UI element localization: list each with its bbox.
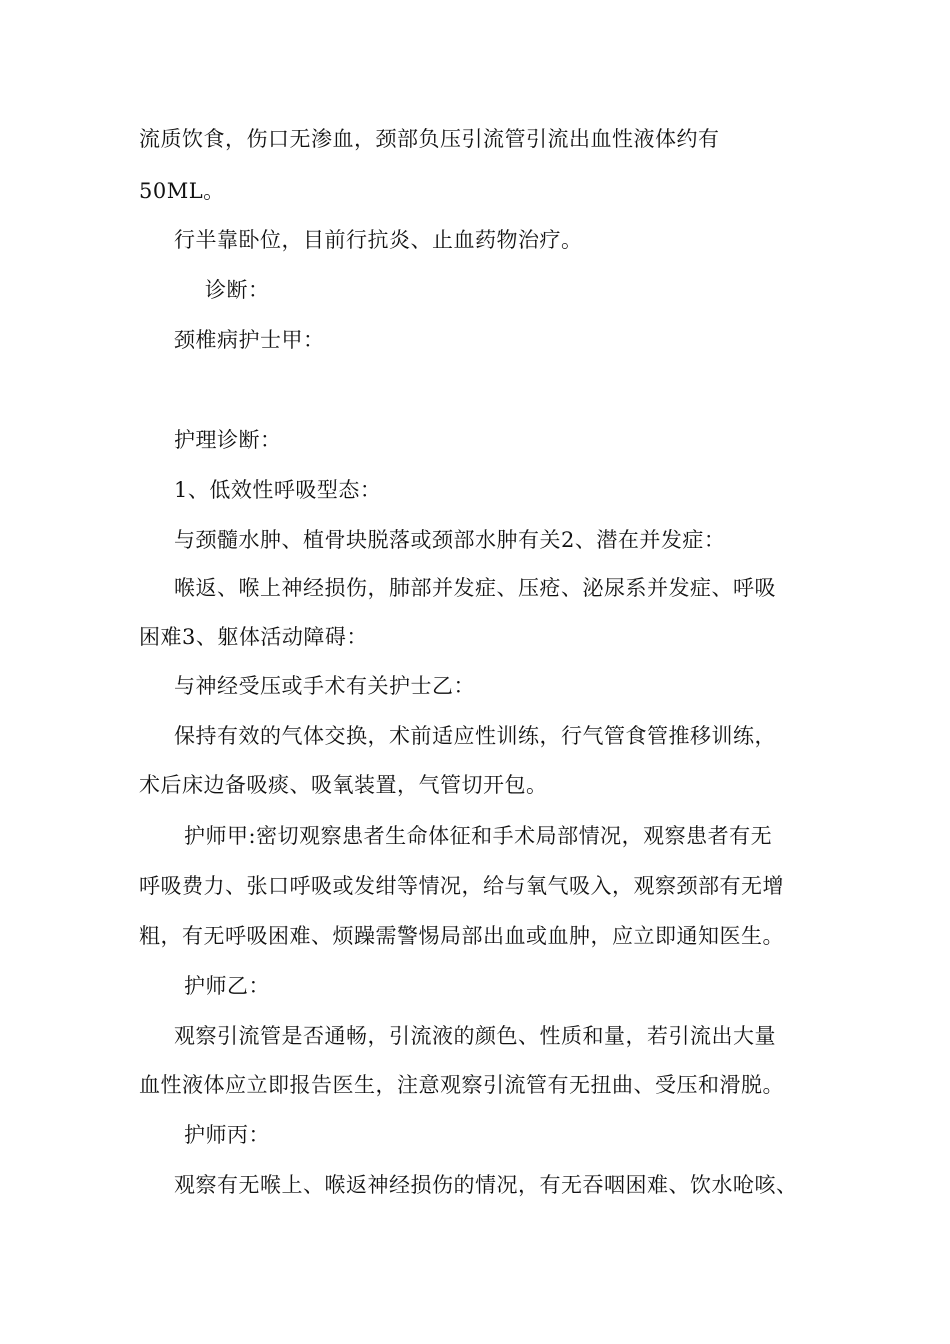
text-line-9: 喉返、喉上神经损伤，肺部并发症、压疮、泌尿系并发症、呼吸: [174, 576, 776, 600]
text-line-13: 术后床边备吸痰、吸氧装置，气管切开包。: [139, 773, 548, 797]
text-line-17: 护师乙：: [184, 974, 270, 998]
text-line-12: 保持有效的气体交换，术前适应性训练，行气管食管推移训练，: [174, 724, 776, 748]
text-line-8: 与颈髓水肿、植骨块脱落或颈部水肿有关2、潜在并发症：: [174, 528, 726, 552]
text-line-6: 护理诊断：: [174, 428, 282, 452]
text-line-1: 流质饮食，伤口无渗血，颈部负压引流管引流出血性液体约有: [139, 127, 720, 151]
text-line-20: 护师丙：: [184, 1123, 270, 1147]
text-line-14: 护师甲:密切观察患者生命体征和手术局部情况，观察患者有无: [184, 824, 773, 848]
text-line-7: 1、低效性呼吸型态：: [174, 478, 382, 502]
text-line-3: 行半靠卧位，目前行抗炎、止血药物治疗。: [174, 228, 583, 252]
text-line-4: 诊断：: [205, 278, 270, 302]
text-line-11: 与神经受压或手术有关护士乙：: [174, 674, 475, 698]
text-line-10: 困难3、躯体活动障碍：: [139, 625, 368, 649]
text-line-21: 观察有无喉上、喉返神经损伤的情况，有无吞咽困难、饮水呛咳、: [174, 1173, 798, 1197]
text-line-16: 粗，有无呼吸困难、烦躁需警惕局部出血或血肿，应立即通知医生。: [139, 924, 784, 948]
text-line-15: 呼吸费力、张口呼吸或发绀等情况，给与氧气吸入，观察颈部有无增: [139, 874, 784, 898]
text-line-5: 颈椎病护士甲：: [174, 328, 325, 352]
text-line-19: 血性液体应立即报告医生，注意观察引流管有无扭曲、受压和滑脱。: [139, 1073, 784, 1097]
text-line-18: 观察引流管是否通畅，引流液的颜色、性质和量，若引流出大量: [174, 1024, 776, 1048]
text-line-2: 50ML。: [139, 179, 225, 203]
